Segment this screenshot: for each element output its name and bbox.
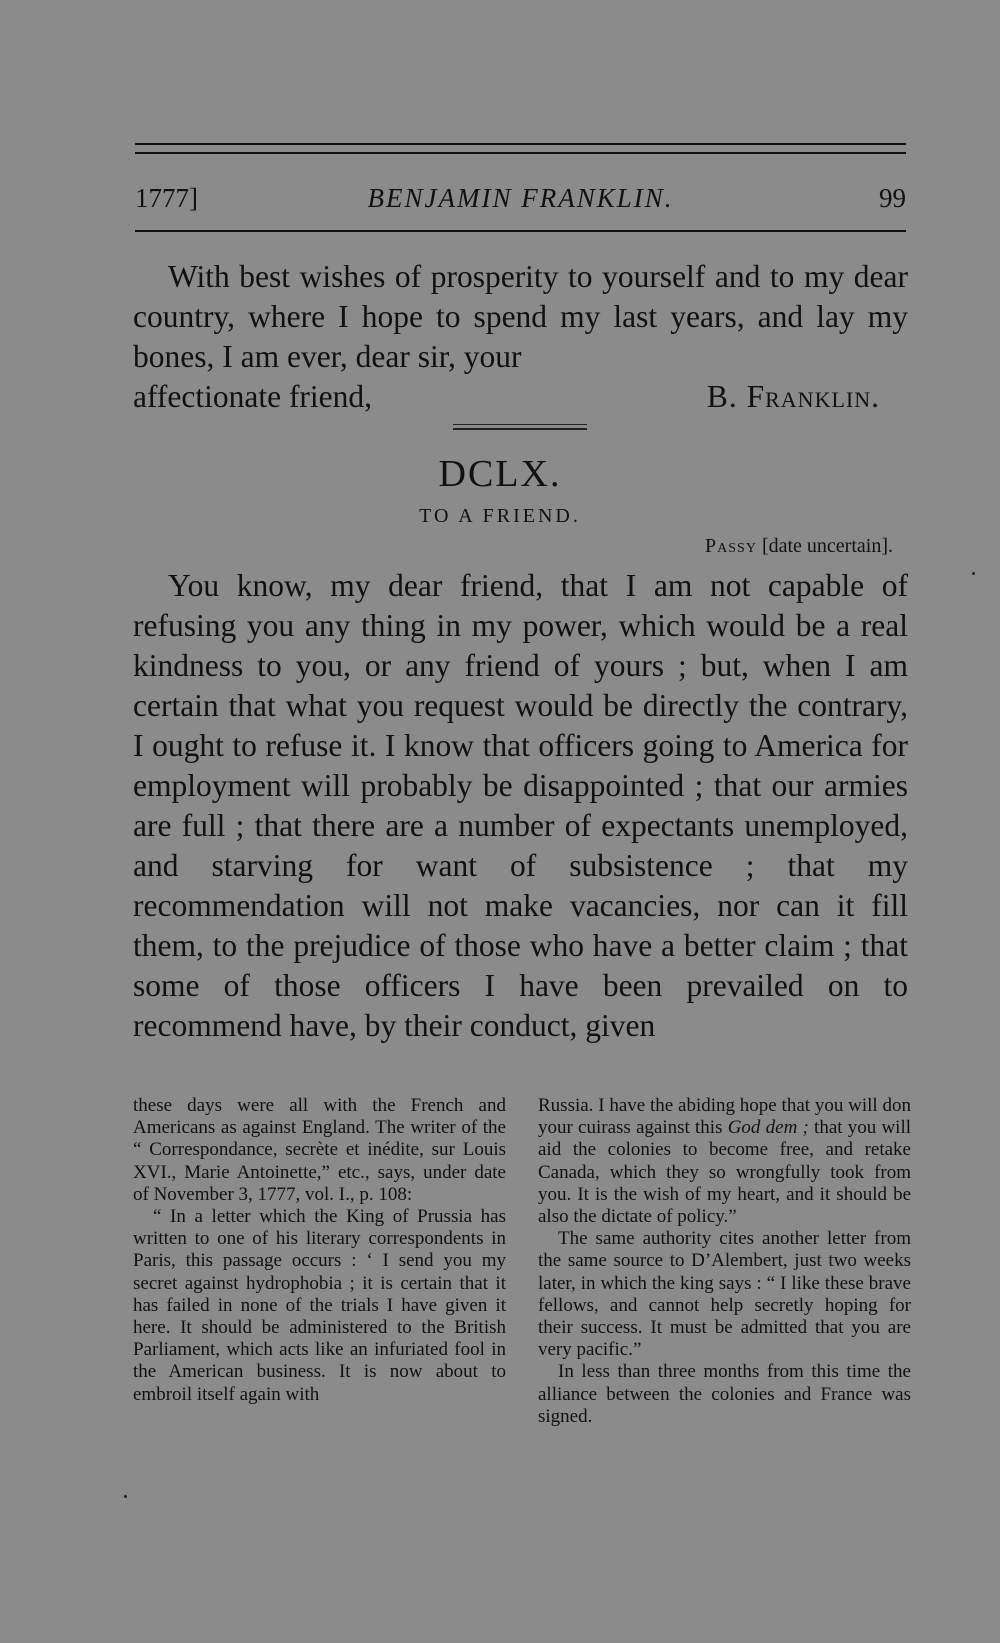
footnote-italic-text: God dem ;: [727, 1117, 809, 1139]
closing-signature-line: [133, 377, 908, 417]
print-speck: [972, 572, 975, 575]
letter-recipient: TO A FRIEND.: [419, 505, 581, 527]
footnote-quote: “ In a letter which the King of Prussia has written to one of his literary correspondents in Paris, this passage occurs : ‘ I send you my secret against hydrophobia ; it is certain that it has failed in none of the trials I have given it here. It should be administered to the British Parliament, which acts like an infuriated fool in the American business. It is now about to embroil itself again with: [133, 1206, 506, 1405]
head-rule: [135, 230, 906, 232]
running-head: [135, 178, 906, 218]
signature: B. Franklin.: [706, 379, 880, 414]
letter-number: DCLX.: [438, 453, 562, 495]
footnote-paragraph: The same authority cites another letter from the same source to D’Alembert, just two weeks later, in which the king says : “ I like these brave fellows, and cannot help secretly hoping for their success. It must be admitted that you are very pacific.”: [538, 1228, 911, 1361]
closing-valediction: affectionate friend,: [133, 379, 373, 414]
top-rule-thin: [135, 152, 906, 154]
print-speck: [124, 1495, 127, 1498]
page-number: 99: [879, 183, 906, 213]
footnote-column-left: [133, 1095, 506, 1406]
letter-body-paragraph: You know, my dear friend, that I am not capable of refusing you any thing in my power, which would be a real kindness to you, or any friend of yours ; but, when I am certain that what you request would be directly the contrary, I ought to refuse it. I know that officers going to America for employment will probably be disappointed ; that our armies are full ; that there are a number of expectants unemployed, and starving for want of subsistence ; that my recommendation will not make vacancies, nor can it fill them, to the prejudice of those who have a better claim ; that some of those officers I have been prevailed on to recommend have, by their conduct, given: [133, 568, 908, 1043]
letter-place: Passy: [705, 535, 757, 557]
footnote-paragraph: In less than three months from this time the alliance between the colonies and France was signed.: [538, 1361, 911, 1427]
running-head-title: BENJAMIN FRANKLIN.: [367, 183, 674, 213]
letter-body: [133, 566, 908, 1046]
footnote-column-right: [538, 1095, 911, 1428]
previous-letter-closing: [133, 257, 908, 417]
running-head-year: 1777]: [135, 183, 198, 213]
letter-date: [date uncertain].: [761, 535, 893, 557]
footnote: [133, 1095, 912, 1505]
footnote-paragraph: these days were all with the French and Americans as against England. The writer of the “ Correspondance, secrète et inédite, sur Louis XVI., Marie Antoinette,” etc., says, under date of November 3, 1777, vol. I., p. 108:: [133, 1095, 506, 1205]
top-rule: [135, 143, 906, 145]
closing-text: With best wishes of prosperity to yourself and to my dear country, where I hope to spend my last years, and lay my bones, I am ever, dear sir, your: [133, 259, 908, 374]
letter-dateline: [705, 535, 893, 558]
footnote-text: that you will aid the colonies to become free, and retake Canada, which they so wrongfully took from you. It is the wish of my heart, and it should be also the dictate of policy.”: [538, 1117, 912, 1228]
footnote-text: Russia. I have the abiding hope that you will don your cuirass against this: [538, 1095, 911, 1139]
footnote-paragraph: [538, 1095, 911, 1228]
section-ornament: [453, 424, 587, 434]
